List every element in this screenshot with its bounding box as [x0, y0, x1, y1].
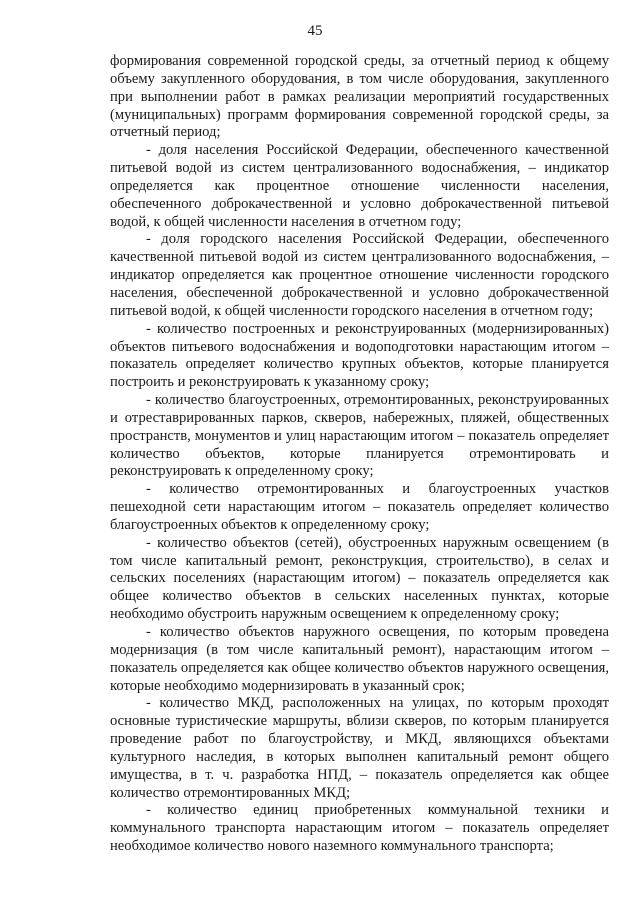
list-item-urban-drinking-water-share: - доля городского населения Российской Федерации, обеспеченного качественной питьевой водой из систем централизованного водоснабжения, – индикатор определяется как процентное отношение численности городского населения, обеспеченной доброкачественной и условно доброкачественной питьевой водой, к общей численности городского населения в отчетном году; — [110, 231, 609, 319]
list-item-mkd-repair-count: - количество МКД, расположенных на улицах, по которым проходят основные туристические маршруты, вблизи скверов, по которым планируется проведение работ по благоустройству, и МКД, являющихся объектами культурного наследия, в которых выполнен капитальный ремонт общего имущества, в т. ч. разработка НПД, – показатель определяется как общее количество отремонтированных МКД; — [110, 695, 609, 801]
page-number: 45 — [307, 23, 323, 39]
list-item-water-facilities-count: - количество построенных и реконструированных (модернизированных) объектов питьевого водоснабжения и водоподготовки нарастающим итогом – показатель определяет количество крупных объектов, которые планируется построить и реконструировать к указанному сроку; — [110, 320, 609, 391]
list-item-municipal-vehicles-count: - количество единиц приобретенных коммунальной техники и коммунального транспорта нарастающим итогом – показатель определяет необходимое количество нового наземного коммунального транспорта; — [110, 802, 609, 855]
list-item-lighting-modernization-count: - количество объектов наружного освещения, по которым проведена модернизация (в том числе капитальный ремонт), нарастающим итогом – показатель определяется как общее количество объектов наружного освещения, которые необходимо модернизировать в указанный срок; — [110, 624, 609, 694]
list-item-drinking-water-share: - доля населения Российской Федерации, обеспеченного качественной питьевой водой из систем централизованного водоснабжения, – индикатор определяется как процентное отношение численности населения, обеспеченного доброкачественной и условно доброкачественной питьевой водой, к общей численности населения в отчетном году; — [110, 142, 609, 230]
list-item-rural-lighting-count: - количество объектов (сетей), обустроенных наружным освещением (в том числе капитальный ремонт, реконструкция, строительство), в селах и сельских поселениях (нарастающим итогом) – показатель определяется как общее количество объектов в сельских населенных пунктах, которые необходимо обустроить наружным освещением к определенному сроку; — [110, 534, 609, 623]
list-item-pedestrian-network-count: - количество отремонтированных и благоустроенных участков пешеходной сети нарастающим итогом – показатель определяет количество благоустроенных объектов к определенному сроку; — [110, 481, 609, 533]
document-body — [110, 53, 609, 856]
list-item-parks-count: - количество благоустроенных, отремонтированных, реконструированных и отреставрированных парков, скверов, набережных, пляжей, общественных пространств, монументов и улиц нарастающим итогом – показатель определяет количество объектов, которые планируется отремонтировать и реконструировать к определенному сроку; — [110, 392, 609, 480]
paragraph-continuation: формирования современной городской среды, за отчетный период к общему объему закупленного оборудования, в том числе оборудования, закупленного при выполнении работ в рамках реализации мероприятий государственных (муниципальных) программ формирования современной городской среды, за отчетный период; — [110, 53, 609, 141]
